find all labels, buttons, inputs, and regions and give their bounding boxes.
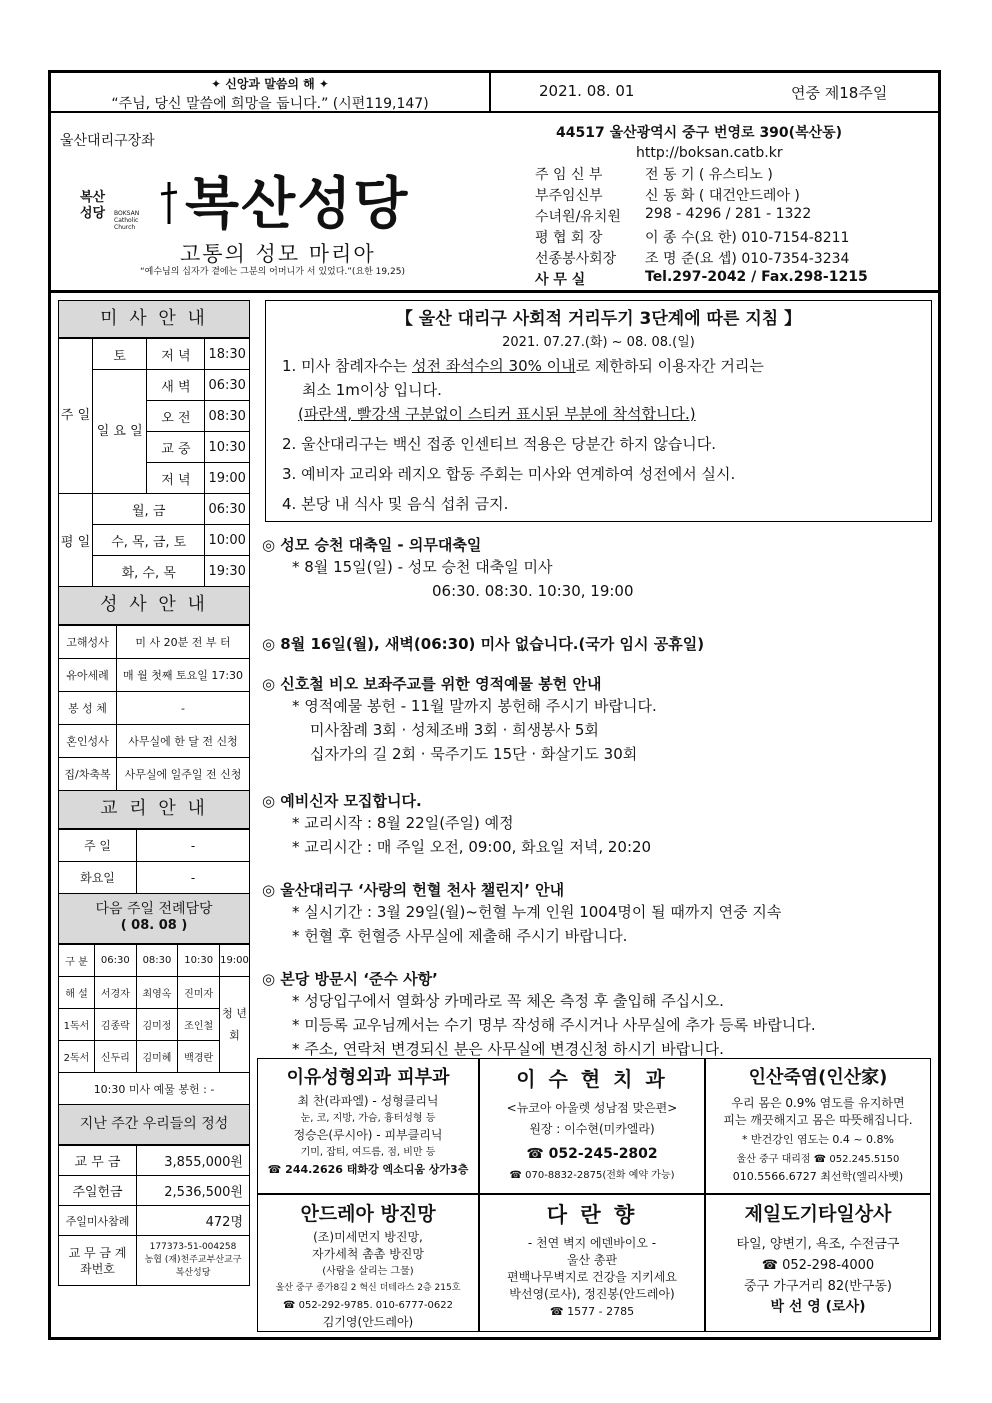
mass-day: 토: [93, 339, 147, 370]
sacrament-value: 매 월 첫째 토요일 17:30: [117, 659, 250, 692]
ad-line: 010.5566.6727 최선학(엘리사벳): [732, 1170, 904, 1183]
staff-row: 평 협 회 장 이 종 수(요 한) 010-7154-8211: [535, 230, 850, 246]
staff-row: 주 임 신 부 전 동 기 ( 유스티노 ): [535, 167, 773, 183]
account-number: 177373-51-004258: [149, 1242, 237, 1252]
sacrament-value: -: [117, 692, 250, 725]
liturgy-head: 10:30: [178, 945, 220, 977]
church-small-2: 성당: [80, 206, 106, 221]
ad-line: ☎ 052-245-2802: [526, 1146, 658, 1162]
liturgy-cell: 김미정: [136, 1009, 178, 1041]
left-column: [58, 300, 250, 1286]
notice-line: * 헌혈 후 헌혈증 사무실에 제출해 주시기 바랍니다.: [292, 927, 628, 945]
guideline-item-2: 2. 울산대리구는 백신 접종 인센티브 적용은 당분간 하지 않습니다.: [282, 435, 716, 453]
notice-assumption: [262, 534, 932, 633]
ad-title: 이유성형외과 피부과: [286, 1067, 450, 1088]
motto-title: ✦ 신앙과 말씀의 해 ✦: [211, 77, 329, 91]
liturgy-head: 06:30: [95, 945, 137, 977]
org-label: 울산대리구장좌: [60, 133, 155, 149]
guideline-period: 2021. 07.27.(화) ~ 08. 08.(일): [502, 335, 695, 350]
ad-line: - 천연 벽지 에덴바이오 -: [527, 1236, 657, 1250]
ad-line: 우리 몸은 0.9% 염도를 유지하면: [731, 1096, 905, 1110]
liturgy-cell: 해 설: [59, 977, 95, 1009]
ad-dental: [479, 1058, 705, 1194]
notice-title: ◎ 울산대리구 ‘사랑의 헌혈 천사 챌린지’ 안내: [262, 881, 565, 899]
catechism-key: 주 일: [59, 830, 137, 862]
notice-line: 십자가의 길 2회 · 묵주기도 15단 · 화살기도 30회: [310, 745, 638, 763]
ad-line: ☎ 244.2626 태화강 엑소디움 상가3층: [267, 1163, 469, 1176]
ad-screen: [257, 1194, 479, 1332]
liturgy-table: [58, 944, 250, 1105]
ad-line: ☎ 070-8832-2875(전화 예약 가능): [509, 1170, 675, 1181]
weekday-label: 평 일: [59, 494, 93, 587]
church-name: 복산성당: [185, 172, 410, 237]
ad-line: 타일, 양변기, 욕조, 수전금구: [736, 1237, 900, 1252]
motto-text: “주님, 당신 말씀에 희망을 둡니다.” (시편119,147): [111, 96, 429, 112]
notice-line: * 성당입구에서 열화상 카메라로 꼭 체온 측정 후 출입해 주십시오.: [292, 992, 724, 1010]
notice-title: ◎ 8월 16일(월), 새벽(06:30) 미사 없습니다.(국가 임시 공휴일): [262, 635, 705, 653]
sacrament-key: 혼인성사: [59, 725, 117, 758]
notice-line: 미사참례 3회 · 성체조배 3회 · 희생봉사 5회: [310, 721, 599, 739]
ad-plastic-surgery: [257, 1058, 479, 1194]
notice-line: * 8월 15일(일) - 성모 승천 대축일 미사: [292, 558, 553, 576]
offering-value: 2,536,500원: [137, 1176, 250, 1206]
catechism-key: 화요일: [59, 862, 137, 894]
sunday-label: 주 일: [59, 339, 93, 494]
offering-key: 주일헌금: [59, 1176, 137, 1206]
catechism-value: -: [137, 862, 250, 894]
ad-title: 인산죽염(인산家): [748, 1067, 888, 1088]
liturgy-date: ( 08. 08 ): [120, 918, 188, 933]
ad-line: 정승은(루시아) - 피부클리닉: [293, 1128, 443, 1142]
offering-key: 교 무 금: [59, 1146, 137, 1176]
staff-row: 수녀원/유치원 298 - 4296 / 281 - 1322: [535, 206, 812, 225]
notice-line: * 교리시간 : 매 주일 오전, 09:00, 화요일 저녁, 20:20: [292, 838, 652, 856]
seat-limit-underlined: 성전 좌석수의 30% 이내: [412, 357, 576, 375]
website-link[interactable]: http://boksan.catb.kr: [636, 145, 783, 161]
ad-line: (조)미세먼지 방진망,: [313, 1230, 423, 1244]
ad-line: ☎ 1577 - 2785: [549, 1305, 635, 1318]
address: 44517 울산광역시 중구 번영로 390(복산동): [556, 125, 843, 141]
guideline-item-1-cont: 최소 1m이상 입니다.: [302, 381, 442, 399]
offering-value: 3,855,000원: [137, 1146, 250, 1176]
liturgy-cell: 백경란: [178, 1041, 220, 1073]
cross-icon: [158, 180, 180, 226]
motto-box: [51, 73, 491, 113]
catechism-title: 교 리 안 내: [58, 791, 250, 829]
ad-line: (사람을 살리는 그물): [322, 1266, 414, 1277]
ad-wallpaper: [479, 1194, 705, 1332]
guideline-item-4: 4. 본당 내 식사 및 음식 섭취 금지.: [282, 495, 509, 513]
sacrament-key: 고해성사: [59, 626, 117, 659]
ad-line: 최 찬(라파엘) - 성형클리닉: [297, 1094, 439, 1108]
notice-title: ◎ 신호철 비오 보좌주교를 위한 영적예물 봉헌 안내: [262, 675, 602, 693]
staff-row: 선종봉사회장 조 명 준(요 셉) 010-7354-3234: [535, 251, 850, 267]
account-holder: 복산성당: [175, 1268, 211, 1278]
ad-title: 제일도기타일상사: [744, 1203, 892, 1225]
mass-day: 화, 수, 목: [93, 556, 205, 587]
liturgy-cell: 김미혜: [136, 1041, 178, 1073]
mass-time: 19:30: [205, 556, 250, 587]
guideline-item-1: 1. 미사 참례자수는 성전 좌석수의 30% 이내로 제한하되 이용자간 거리는: [282, 357, 764, 375]
ad-line: 울산 중구 대리점 ☎ 052.245.5150: [736, 1154, 900, 1165]
mass-kind: 저 녁: [147, 339, 205, 370]
notice-blood-donation: [262, 879, 932, 968]
header-divider: [51, 290, 938, 293]
notice-visitor-rules: [262, 968, 932, 1061]
ad-line: 피는 깨끗해지고 몸은 따뜻해집니다.: [723, 1113, 913, 1127]
sacrament-table: [58, 625, 250, 791]
ad-line: 박 선 영 (로사): [770, 1299, 866, 1315]
liturgy-title: 다음 주일 전례담당: [95, 901, 213, 917]
mass-time: 10:00: [205, 525, 250, 556]
mass-time: 06:30: [205, 370, 250, 401]
ad-tile: [705, 1194, 931, 1332]
staff-list: [535, 164, 935, 290]
account-value: [137, 1236, 250, 1286]
mass-time: 19:00: [205, 463, 250, 494]
ad-line: 눈, 코, 지방, 가슴, 흉터성형 등: [300, 1113, 436, 1124]
ad-line: 원장 : 이수현(미카엘라): [529, 1122, 655, 1136]
mass-offering: 10:30 미사 예물 봉헌 : -: [59, 1073, 250, 1105]
sacrament-key: 유아세례: [59, 659, 117, 692]
notices: [262, 534, 932, 1061]
mass-day: 월, 금: [93, 494, 205, 525]
mass-kind: 교 중: [147, 432, 205, 463]
offering-key: 주일미사참례: [59, 1206, 137, 1236]
youth-group: 청 년 회: [220, 977, 250, 1073]
staff-row: 사 무 실 Tel.297-2042 / Fax.298-1215: [535, 269, 868, 288]
church-small-label: [80, 190, 105, 222]
notice-line: 06:30. 08:30. 10:30, 19:00: [432, 582, 634, 600]
sacrament-value: 사무실에 한 달 전 신청: [117, 725, 250, 758]
ad-line: * 반건강인 염도는 0.4 ~ 0.8%: [741, 1133, 895, 1146]
ad-title: 다 란 향: [546, 1203, 638, 1227]
offering-value: 472명: [137, 1206, 250, 1236]
mass-time: 10:30: [205, 432, 250, 463]
church-small-1: 복산: [80, 190, 106, 205]
notice-line: * 실시기간 : 3월 29일(월)~헌혈 누계 인원 1004명이 될 때까지 연중 지속: [292, 903, 782, 921]
liturgy-cell: 진미자: [178, 977, 220, 1009]
liturgy-cell: 신두리: [95, 1041, 137, 1073]
staff-row: 부주임신부 신 동 화 ( 대건안드레아 ): [535, 188, 800, 204]
notice-line: * 주소, 연락처 변경되신 분은 사무실에 변경신청 하시기 바랍니다.: [292, 1040, 724, 1058]
guideline-item-3: 3. 예비자 교리와 레지오 합동 주회는 미사와 연계하여 성전에서 실시.: [282, 465, 736, 483]
catechism-table: [58, 829, 250, 894]
liturgy-header: [58, 894, 250, 944]
ad-line: 기미, 잡티, 여드름, 점, 비만 등: [300, 1147, 436, 1158]
mass-time: 08:30: [205, 401, 250, 432]
ad-line: ☎ 052-298-4000: [761, 1258, 875, 1273]
sacrament-key: 봉 성 체: [59, 692, 117, 725]
liturgy-cell: 서경자: [95, 977, 137, 1009]
liturgical-week: 연중 제18주일: [791, 84, 888, 102]
account-key: 교 무 금 계좌번호: [59, 1236, 137, 1286]
mass-kind: 오 전: [147, 401, 205, 432]
ad-line: 울산 총판: [566, 1253, 618, 1267]
patron-name: 고통의 성모 마리아: [180, 242, 376, 266]
liturgy-cell: 1독서: [59, 1009, 95, 1041]
notice-line: * 미등록 교우님께서는 수기 명부 작성해 주시거나 사무실에 추가 등록 바랍니다.: [292, 1016, 816, 1034]
notice-title: ◎ 본당 방문시 ‘준수 사항’: [262, 970, 438, 988]
issue-date: 2021. 08. 01: [539, 82, 635, 100]
mass-kind: 새 벽: [147, 370, 205, 401]
liturgy-cell: 김종락: [95, 1009, 137, 1041]
liturgy-head: 19:00: [220, 945, 250, 977]
notice-title: ◎ 성모 승천 대축일 - 의무대축일: [262, 536, 482, 554]
liturgy-cell: 최영옥: [136, 977, 178, 1009]
liturgy-head: 08:30: [136, 945, 178, 977]
guideline-item-1-note: (파란색, 빨강색 구분없이 스티커 표시된 부분에 착석합니다.): [298, 405, 696, 423]
mass-title: 미 사 안 내: [58, 300, 250, 338]
guideline-title: 【 울산 대리구 사회적 거리두기 3단계에 따른 지침 】: [395, 309, 802, 329]
account-bank: 농협 (재)천주교부산교구: [144, 1255, 242, 1265]
ad-line: 중구 가구거리 82(반구동): [744, 1279, 892, 1294]
liturgy-cell: 조인철: [178, 1009, 220, 1041]
ad-line: 울산 중구 종가8길 2 혁신 더테라스 2층 215호: [275, 1283, 461, 1293]
guideline-body: [266, 354, 931, 516]
notice-line: * 영적예물 봉헌 - 11월 말까지 봉헌해 주시기 바랍니다.: [292, 697, 657, 715]
liturgy-cell: 2독서: [59, 1041, 95, 1073]
sacrament-title: 성 사 안 내: [58, 587, 250, 625]
ad-bamboo-salt: [705, 1058, 931, 1194]
notice-line: * 교리시작 : 8월 22일(주일) 예정: [292, 814, 514, 832]
ad-title: 안드레아 방진망: [300, 1203, 436, 1225]
ad-line: 김기영(안드레아): [322, 1315, 414, 1329]
offerings-title: 지난 주간 우리들의 정성: [58, 1105, 250, 1145]
date-box: [491, 73, 938, 113]
sacrament-value: 사무실에 일주일 전 신청: [117, 758, 250, 791]
ad-title: 이 수 현 치 과: [516, 1067, 668, 1091]
patron-quote: “예수님의 십자가 곁에는 그분의 어머니가 서 있었다.”(요한 19,25): [140, 267, 405, 277]
catechism-value: -: [137, 830, 250, 862]
liturgy-head: 구 분: [59, 945, 95, 977]
sunday-sub-label: 일 요 일: [93, 370, 147, 494]
ad-line: 박선영(로사), 정진봉(안드레아): [509, 1287, 675, 1301]
mass-time: 18:30: [205, 339, 250, 370]
notice-catechumen: [262, 790, 932, 879]
ad-line: 자가세척 촘촘 방진망: [312, 1247, 424, 1261]
ad-line: <뉴코아 아울렛 성남점 맞은편>: [506, 1101, 678, 1115]
mass-time: 06:30: [205, 494, 250, 525]
ad-line: ☎ 052-292-9785. 010-6777-0622: [282, 1300, 454, 1311]
mass-kind: 저 녁: [147, 463, 205, 494]
notice-title: ◎ 예비신자 모집합니다.: [262, 792, 422, 810]
sacrament-key: 집/차축복: [59, 758, 117, 791]
distancing-guideline-box: [265, 300, 932, 522]
mass-day: 수, 목, 금, 토: [93, 525, 205, 556]
sacrament-value: 미 사 20분 전 부 터: [117, 626, 250, 659]
church-en: BOKSAN Catholic Church: [114, 210, 140, 231]
mass-table: [58, 338, 250, 587]
ad-line: 편백나무벽지로 건강을 지키세요: [507, 1270, 677, 1284]
offerings-table: [58, 1145, 250, 1286]
notice-no-mass: [262, 633, 932, 673]
notice-spiritual-offering: [262, 673, 932, 790]
